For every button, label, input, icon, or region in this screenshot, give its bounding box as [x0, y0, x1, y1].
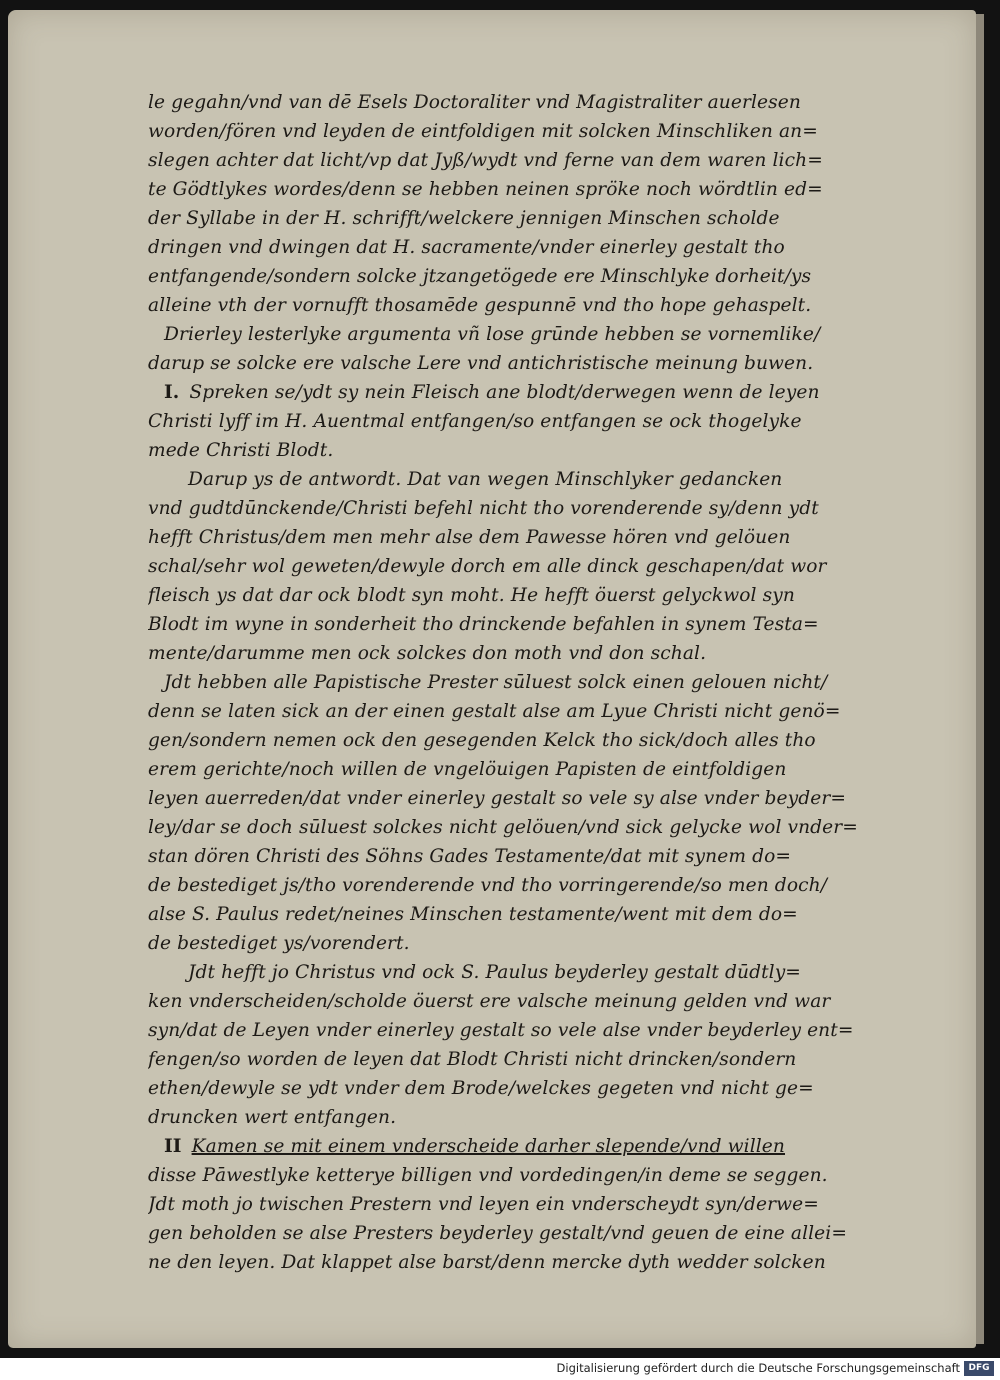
text-line: denn se laten sick an der einen gestalt alse am Lyue Christi nicht genö= [148, 701, 841, 722]
text-line: ethen/dewyle se ydt vnder dem Brode/welckes gegeten vnd nicht ge= [148, 1078, 814, 1099]
text-line: darup se solcke ere valsche Lere vnd antichristische meinung buwen. [148, 353, 814, 374]
text-line: Christi lyff im H. Auentmal entfangen/so entfangen se ock thogelyke [148, 411, 802, 432]
text-line: vnd gudtdūnckende/Christi befehl nicht tho vorenderende sy/denn ydt [148, 498, 819, 519]
text-line: le gegahn/vnd van dē Esels Doctoraliter vnd Magistraliter auerlesen [148, 92, 801, 113]
text-line: Jdt hebben alle Papistische Prester sūluest solck einen gelouen nicht/ [164, 672, 828, 693]
dfg-logo: DFG [964, 1361, 994, 1376]
text-line: leyen auerreden/dat vnder einerley gestalt so vele sy alse vnder beyder= [148, 788, 847, 809]
text-line: gen/sondern nemen ock den gesegenden Kelck tho sick/doch alles tho [148, 730, 816, 751]
funding-credit: Digitalisierung gefördert durch die Deutsche Forschungsgemeinschaft [556, 1361, 960, 1375]
page-edge [976, 14, 984, 1344]
book-page [8, 10, 976, 1348]
section-marker: I. [164, 382, 180, 403]
text-line: erem gerichte/noch willen de vngelöuigen Papisten de eintfoldigen [148, 759, 787, 780]
section-marker: II [164, 1136, 182, 1157]
text-line: de bestediget js/tho vorenderende vnd tho vorringerende/so men doch/ [148, 875, 828, 896]
text-line: ken vnderscheiden/scholde öuerst ere valsche meinung gelden vnd war [148, 991, 831, 1012]
text-line [148, 1132, 923, 1161]
text-line: fengen/so worden de leyen dat Blodt Christi nicht drincken/sondern [148, 1049, 797, 1070]
text-line: fleisch ys dat dar ock blodt syn moht. He hefft öuerst gelyckwol syn [148, 585, 795, 606]
text-line: worden/fören vnd leyden de eintfoldigen mit solcken Minschliken an= [148, 121, 818, 142]
text-line [148, 378, 923, 407]
text-line-content: Kamen se mit einem vnderscheide darher slepende/vnd willen [191, 1136, 785, 1157]
text-line: syn/dat de Leyen vnder einerley gestalt so vele alse vnder beyderley ent= [148, 1020, 854, 1041]
text-line: alleine vth der vornufft thosamēde gespunnē vnd tho hope gehaspelt. [148, 295, 812, 316]
text-line: mente/darumme men ock solckes don moth vnd don schal. [148, 643, 707, 664]
text-line: disse Pāwestlyke ketterye billigen vnd vordedingen/in deme se seggen. [148, 1165, 828, 1186]
text-line: mede Christi Blodt. [148, 440, 334, 461]
text-line: der Syllabe in der H. schrifft/welckere jennigen Minschen scholde [148, 208, 780, 229]
text-line: stan dören Christi des Söhns Gades Testamente/dat mit synem do= [148, 846, 792, 867]
text-line: ne den leyen. Dat klappet alse barst/denn mercke dyth wedder solcken [148, 1252, 826, 1273]
text-line: Drierley lesterlyke argumenta vñ lose grūnde hebben se vornemlike/ [164, 324, 821, 345]
text-line: ley/dar se doch sūluest solckes nicht gelöuen/vnd sick gelycke wol vnder= [148, 817, 858, 838]
text-line: Jdt moth jo twischen Prestern vnd leyen ein vnderscheydt syn/derwe= [148, 1194, 819, 1215]
body-text [148, 88, 923, 1277]
text-line: Jdt hefft jo Christus vnd ock S. Paulus beyderley gestalt dūdtly= [188, 962, 801, 983]
text-line: hefft Christus/dem men mehr alse dem Pawesse hören vnd gelöuen [148, 527, 791, 548]
text-line: schal/sehr wol geweten/dewyle dorch em alle dinck geschapen/dat wor [148, 556, 827, 577]
text-line-content: Spreken se/ydt sy nein Fleisch ane blodt/derwegen wenn de leyen [189, 382, 820, 403]
text-line: Darup ys de antwordt. Dat van wegen Minschlyker gedancken [188, 469, 783, 490]
text-line: druncken wert entfangen. [148, 1107, 397, 1128]
text-line: gen beholden se alse Presters beyderley gestalt/vnd geuen de eine allei= [148, 1223, 847, 1244]
text-line: Blodt im wyne in sonderheit tho drinckende befahlen in synem Testa= [148, 614, 819, 635]
text-line: alse S. Paulus redet/neines Minschen testamente/went mit dem do= [148, 904, 798, 925]
footer-bar [0, 1358, 1000, 1380]
text-line: slegen achter dat licht/vp dat Jyß/wydt vnd ferne van dem waren lich= [148, 150, 823, 171]
text-line: de bestediget ys/vorendert. [148, 933, 410, 954]
text-line: dringen vnd dwingen dat H. sacramente/vnder einerley gestalt tho [148, 237, 785, 258]
text-line: te Gödtlykes wordes/denn se hebben neinen spröke noch wördtlin ed= [148, 179, 823, 200]
text-line: entfangende/sondern solcke jtzangetögede ere Minschlyke dorheit/ys [148, 266, 812, 287]
